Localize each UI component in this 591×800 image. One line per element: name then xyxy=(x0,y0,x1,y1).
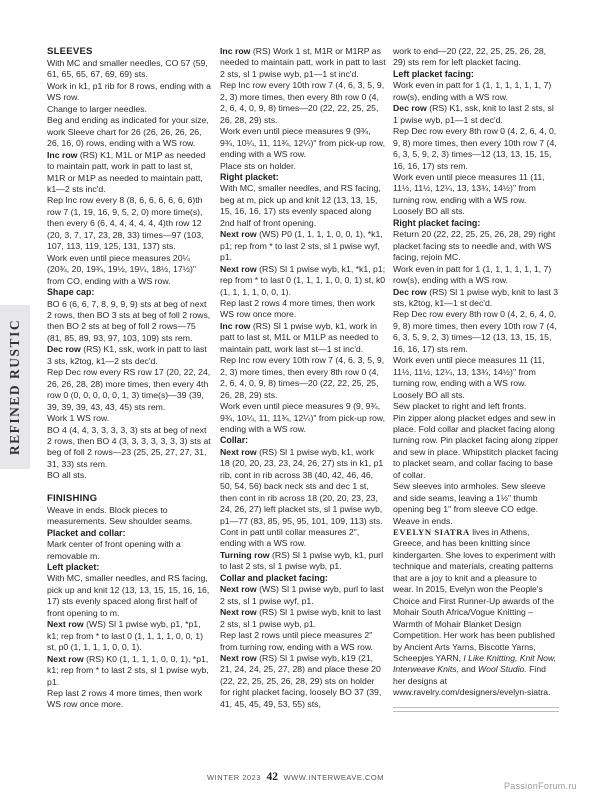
paragraph: Return 20 (22, 22, 25, 25, 26, 28, 29) right placket facing sts to needle and, with WS facing, rejoin MC. xyxy=(393,229,556,263)
paragraph: Cont in patt until collar measures 2", ending with a WS row. xyxy=(220,527,360,549)
paragraph: Loosely BO all sts. xyxy=(393,206,465,217)
subheading-collar: Collar: xyxy=(220,435,249,446)
subheading-placket-collar: Placket and collar: xyxy=(47,527,126,538)
footer-issue: WINTER 2023 xyxy=(207,773,261,782)
page-number: 42 xyxy=(266,771,278,783)
paragraph: Work even until piece measures 11 (11, 11½, 11½, 12¼, 13, 13¾, 14½)" from turning row, ending with a WS row. xyxy=(393,171,545,205)
heading-finishing: FINISHING xyxy=(47,492,98,504)
paragraph xyxy=(47,619,213,653)
row-text: (RS) Work 1 st, M1R or M1RP as needed to maintain patt, work in patt to last 2 sts, sl 1 pwise wyb, p1—1 st inc'd. xyxy=(220,46,386,79)
paragraph: Sew sleeves into armholes. Sew sleeve and side seams, leaving a 1½" thumb opening beg 1" from sleeve CO edge. xyxy=(393,481,546,515)
row-label: Next row xyxy=(220,607,257,618)
row-text: (RS) K1, ssk, knit to last 2 sts, sl 1 pwise wyb, p1—1 st dec'd. xyxy=(393,103,554,125)
designer-bio xyxy=(393,527,559,699)
paragraph: Work even until piece measures 9 (9¾, 9¾, 10¼, 11, 11¾, 12¼)" from pick-up row, ending with a WS row. xyxy=(220,126,386,160)
row-text: (RS) Sl 1 pwise wyb, k1, work in patt to last st, M1L or M1LP as needed to maintain patt, work last st—1 st inc'd. xyxy=(220,320,379,354)
paragraph xyxy=(220,607,386,630)
row-text: (RS) Sl 1 pwise wyb, k1, work 18 (20, 20, 23, 23, 24, 26, 27) sts in k1, p1 rib, cont in rib across 38 (40, 42, 46, 46, 50, 54, 56) back neck sts and dec 1 st, then cont in rib across 18 (20, 20, 23, 23, 24, 26, 27) left placket sts, sl 1 pwise wyb, p1—77 (83, 85, 95, 95, 101, 109, 113) sts. xyxy=(220,446,384,526)
paragraph: Rep Dec row every RS row 17 (20, 22, 24, 26, 26, 28, 28) more times, then every 4th row 0 (0, 0, 0, 0, 0, 1, 3) time(s)—39 (39, 39, 39, 39, 43, 43, 45) sts rem. xyxy=(47,367,211,412)
row-text: (RS) K1, ssk, work in patt to last 3 sts, k2tog, k1—2 sts dec'd. xyxy=(47,344,207,366)
bio-text: lives in Athens, Greece, and has been knitting since kindergarten. She loves to experiment with technique and materials, creating patterns that are a joy to knit and a pleasure to wear. In 2015, Evelyn won the People's Choice and First Runner-Up awards of the Mohair South Africa/Vogue Knitting – Warmth of Mohair Blanket Design Competition. Her work has been published by Ancient Arts Yarns, Biscotte Yarns, Scheepjes YARN, xyxy=(393,527,556,664)
row-text: (RS) K0 (1, 1, 1, 1, 0, 0, 1), *p1, k1; rep from * to last 2 sts, sl 1 pwise wyb, p1. xyxy=(47,653,209,687)
row-label: Inc row xyxy=(47,149,78,160)
row-label: Inc row xyxy=(220,46,251,56)
row-text: (WS) Sl 1 pwise wyb, purl to last 2 sts, sl 1 pwise wyf, p1. xyxy=(220,584,384,606)
row-label: Dec row xyxy=(393,286,427,297)
row-label: Next row xyxy=(220,229,257,240)
heading-sleeves: SLEEVES xyxy=(47,46,93,57)
subheading-shape-cap: Shape cap: xyxy=(47,287,95,298)
paragraph: Work 1 WS row. xyxy=(47,413,110,424)
designer-name: EVELYN SIATRA xyxy=(393,527,470,538)
row-label: Next row xyxy=(47,619,84,630)
paragraph xyxy=(393,287,559,310)
paragraph xyxy=(220,653,386,710)
paragraph: Rep Dec row every 8th row 0 (4, 2, 6, 4, 0, 9, 8) more times, then every 10th row 7 (4, 6, 3, 5, 9, 2, 3) times—12 (13, 13, 15, 15, 16, 16, 17) sts rem. xyxy=(393,309,557,354)
paragraph: Weave in ends. Block pieces to measurements. Sew shoulder seams. xyxy=(47,504,193,527)
page-footer xyxy=(0,771,591,783)
row-label: Next row xyxy=(220,584,257,595)
subheading-left-placket-facing: Left placket facing: xyxy=(393,68,474,79)
paragraph xyxy=(220,584,386,607)
row-label: Dec row xyxy=(393,103,427,114)
paragraph: Loosely BO all sts. xyxy=(393,389,465,400)
paragraph xyxy=(47,654,213,688)
paragraph: Place sts on holder. xyxy=(220,160,296,171)
paragraph: Rep Inc row every 10th row 7 (4, 6, 3, 5, 9, 2, 3) more times, then every 8th row 0 (4, 2, 6, 4, 0, 9, 8) times—20 (22, 22, 25, 25, 26, 28, 29) sts. xyxy=(220,355,385,400)
paragraph: Rep Dec row every 8th row 0 (4, 2, 6, 4, 0, 9, 8) more times, then every 10th row 7 (4, 6, 3, 5, 9, 2, 3) times—12 (13, 13, 15, 15, 16, 16, 17) sts rem. xyxy=(393,126,557,171)
section-tab-label: REFINED RUSTIC xyxy=(7,318,22,456)
row-label: Inc row xyxy=(220,320,251,331)
row-label: Dec row xyxy=(47,344,81,355)
paragraph: BO 6 (6, 6, 7, 8, 9, 9, 9) sts at beg of next 2 rows, then BO 3 sts at beg of foll 2 rows, then BO 2 sts at beg of foll 2 rows—75 (81, 85, 89, 93, 97, 103, 109) sts rem. xyxy=(47,298,211,343)
paragraph xyxy=(47,150,213,196)
paragraph xyxy=(220,447,386,527)
bio-tail: Find her designs at www.ravelry.com/designers/evelyn-siatra. xyxy=(393,664,551,698)
row-label: Next row xyxy=(220,653,257,664)
row-label: Turning row xyxy=(220,549,270,560)
paragraph: With MC, smaller needles, and RS facing, pick up and knit 12 (13, 13, 15, 15, 16, 16, 17) sts evenly spaced along first half of front opening to m. xyxy=(47,573,210,618)
paragraph: With MC and smaller needles, CO 57 (59, 61, 65, 65, 67, 69, 69) sts. xyxy=(47,58,208,80)
paragraph: Beg and ending as indicated for your size, work Sleeve chart for 26 (26, 26, 26, 26, 26, 16, 0) rows, ending with a WS row. xyxy=(47,115,209,149)
subheading-right-placket: Right placket: xyxy=(220,171,279,182)
paragraph: With MC, smaller needles, and RS facing, beg at m, pick up and knit 12 (13, 13, 15, 15, 16, 16, 17) sts evenly spaced along 2nd half of front opening. xyxy=(220,183,381,228)
row-text: (RS) Sl 1 pwise wyb, knit to last 3 sts, k2tog, k1—1 st dec'd. xyxy=(393,286,559,308)
paragraph xyxy=(47,344,213,367)
paragraph: Rep Inc row every 8 (8, 6, 6, 6, 6, 6, 6)th row 7 (1, 19, 16, 9, 5, 2, 0) more time(s), then every 6 (6, 4, 4, 4, 4, 4, 4)th row 12 (20, 3, 7, 17, 23, 28, 33) times—97 (103, 107, 113, 119, 125, 131, 137) sts. xyxy=(47,195,204,252)
paragraph: Work even in patt for 1 (1, 1, 1, 1, 1, 1, 7) row(s), ending with a WS row. xyxy=(393,80,552,102)
paragraph: Work even until piece measures 20¼ (20¾, 20, 19¾, 19½, 19¼, 18½, 17½)" from CO, ending with a WS row. xyxy=(47,252,196,286)
paragraph: Work even until piece measures 9 (9, 9¾, 9¾, 10¼, 11, 11¾, 12¼)" from pick-up row, ending with a WS row. xyxy=(220,401,386,434)
paragraph: Sew placket to right and left fronts. xyxy=(393,401,527,412)
paragraph: Weave in ends. xyxy=(393,515,453,526)
paragraph: Work even until piece measures 11 (11, 11½, 11½, 12¼, 13, 13¾, 14½)" from turning row, ending with a WS row. xyxy=(393,355,545,389)
paragraph xyxy=(220,550,386,573)
paragraph: BO all sts. xyxy=(47,470,87,481)
row-label: Next row xyxy=(220,263,257,274)
row-text: (WS) P0 (1, 1, 1, 1, 0, 0, 1), *k1, p1; rep from * to last 2 sts, sl 1 pwise wyf, p1. xyxy=(220,229,383,263)
column-3 xyxy=(393,46,559,712)
row-text: (WS) Sl 1 pwise wyb, p1, *p1, k1; rep from * to last 0 (1, 1, 1, 1, 0, 0, 1) st, p0 (1, 1, 1, 1, 0, 0, 1). xyxy=(47,619,203,653)
paragraph: Work in k1, p1 rib for 8 rows, ending with a WS row. xyxy=(47,80,212,103)
paragraph: Rep last 2 rows until piece measures 2" from turning row, ending with a WS row. xyxy=(220,630,374,652)
watermark: PassionForum.ru xyxy=(503,781,577,791)
subheading-left-placket: Left placket: xyxy=(47,562,100,573)
paragraph xyxy=(220,46,386,80)
paragraph xyxy=(220,229,386,263)
subheading-right-placket-facing: Right placket facing: xyxy=(393,217,481,228)
column-2 xyxy=(220,46,386,710)
paragraph: BO 4 (4, 4, 3, 3, 3, 3, 3) sts at beg of next 2 rows, then BO 4 (3, 3, 3, 3, 3, 3, 3) sts at beg of foll 2 rows—23 (25, 25, 27, 27, 31, 31, 33) sts rem. xyxy=(47,424,211,469)
paragraph xyxy=(393,103,559,126)
paragraph: Rep Inc row every 10th row 7 (4, 6, 3, 5, 9, 2, 3) more times, then every 8th row 0 (4, 2, 6, 4, 0, 9, 8) times—20 (22, 22, 25, 25, 26, 28, 29) sts. xyxy=(220,80,385,125)
row-text: (RS) Sl 1 pwise wyb, k1, purl to last 2 sts, sl 1 pwise wyb, p1. xyxy=(220,549,384,572)
paragraph: Work even in patt for 1 (1, 1, 1, 1, 1, 1, 7) row(s), ending with a WS row. xyxy=(393,263,552,286)
paragraph xyxy=(220,321,386,355)
row-text: (RS) Sl 1 pwise wyb, k1, *k1, p1; rep from * to last 0 (1, 1, 1, 1, 0, 0, 1) st, k0 (1, 1, 1, 1, 0, 0, 1). xyxy=(220,263,386,297)
row-text: (RS) K1, M1L or M1P as needed to maintain patt, work in patt to last st, M1R or M1P as needed to maintain patt, k1—2 sts inc'd. xyxy=(47,149,206,194)
section-side-tab xyxy=(0,305,30,469)
column-1 xyxy=(47,46,213,711)
paragraph: Rep last 2 rows 4 more times, then work WS row once more. xyxy=(220,297,375,320)
bio-publications-2: Wool Studio. xyxy=(478,664,527,675)
paragraph: Pin zipper along placket edges and sew in place. Fold collar and placket facing along turning row. Pin placket facing along zipper and sew in place. Whipstitch placket facing to placket seam, and collar facing to base of collar. xyxy=(393,412,559,480)
footer-website: WWW.INTERWEAVE.COM xyxy=(283,773,384,782)
bio-publications: I Like Knitting, Knit Now, Interweave Knits, xyxy=(393,653,557,675)
row-text: (RS) Sl 1 pwise wyb, knit to last 2 sts, sl 1 pwise wyb, p1. xyxy=(220,607,381,629)
paragraph: Change to larger needles. xyxy=(47,103,147,114)
paragraph: Mark center of front opening with a removable m. xyxy=(47,539,181,561)
subheading-collar-placket-facing: Collar and placket facing: xyxy=(220,572,329,583)
row-label: Next row xyxy=(220,446,257,457)
bio-divider xyxy=(393,707,559,712)
row-label: Next row xyxy=(47,653,84,664)
row-text: (RS) Sl 1 pwise wyb, k19 (21, 21, 24, 24, 25, 27, 28) and place these 20 (22, 22, 25, 25, 26, 28, 29) sts on holder for right placket facing, loosely BO 37 (39, 41, 45, 45, 49, 53, 55) sts, xyxy=(220,653,382,709)
paragraph xyxy=(220,264,386,298)
paragraph: Rep last 2 rows 4 more times, then work WS row once more. xyxy=(47,688,202,710)
paragraph: work to end—20 (22, 22, 25, 25, 26, 28, 29) sts rem for left placket facing. xyxy=(393,46,547,68)
bio-and: and xyxy=(458,664,479,675)
